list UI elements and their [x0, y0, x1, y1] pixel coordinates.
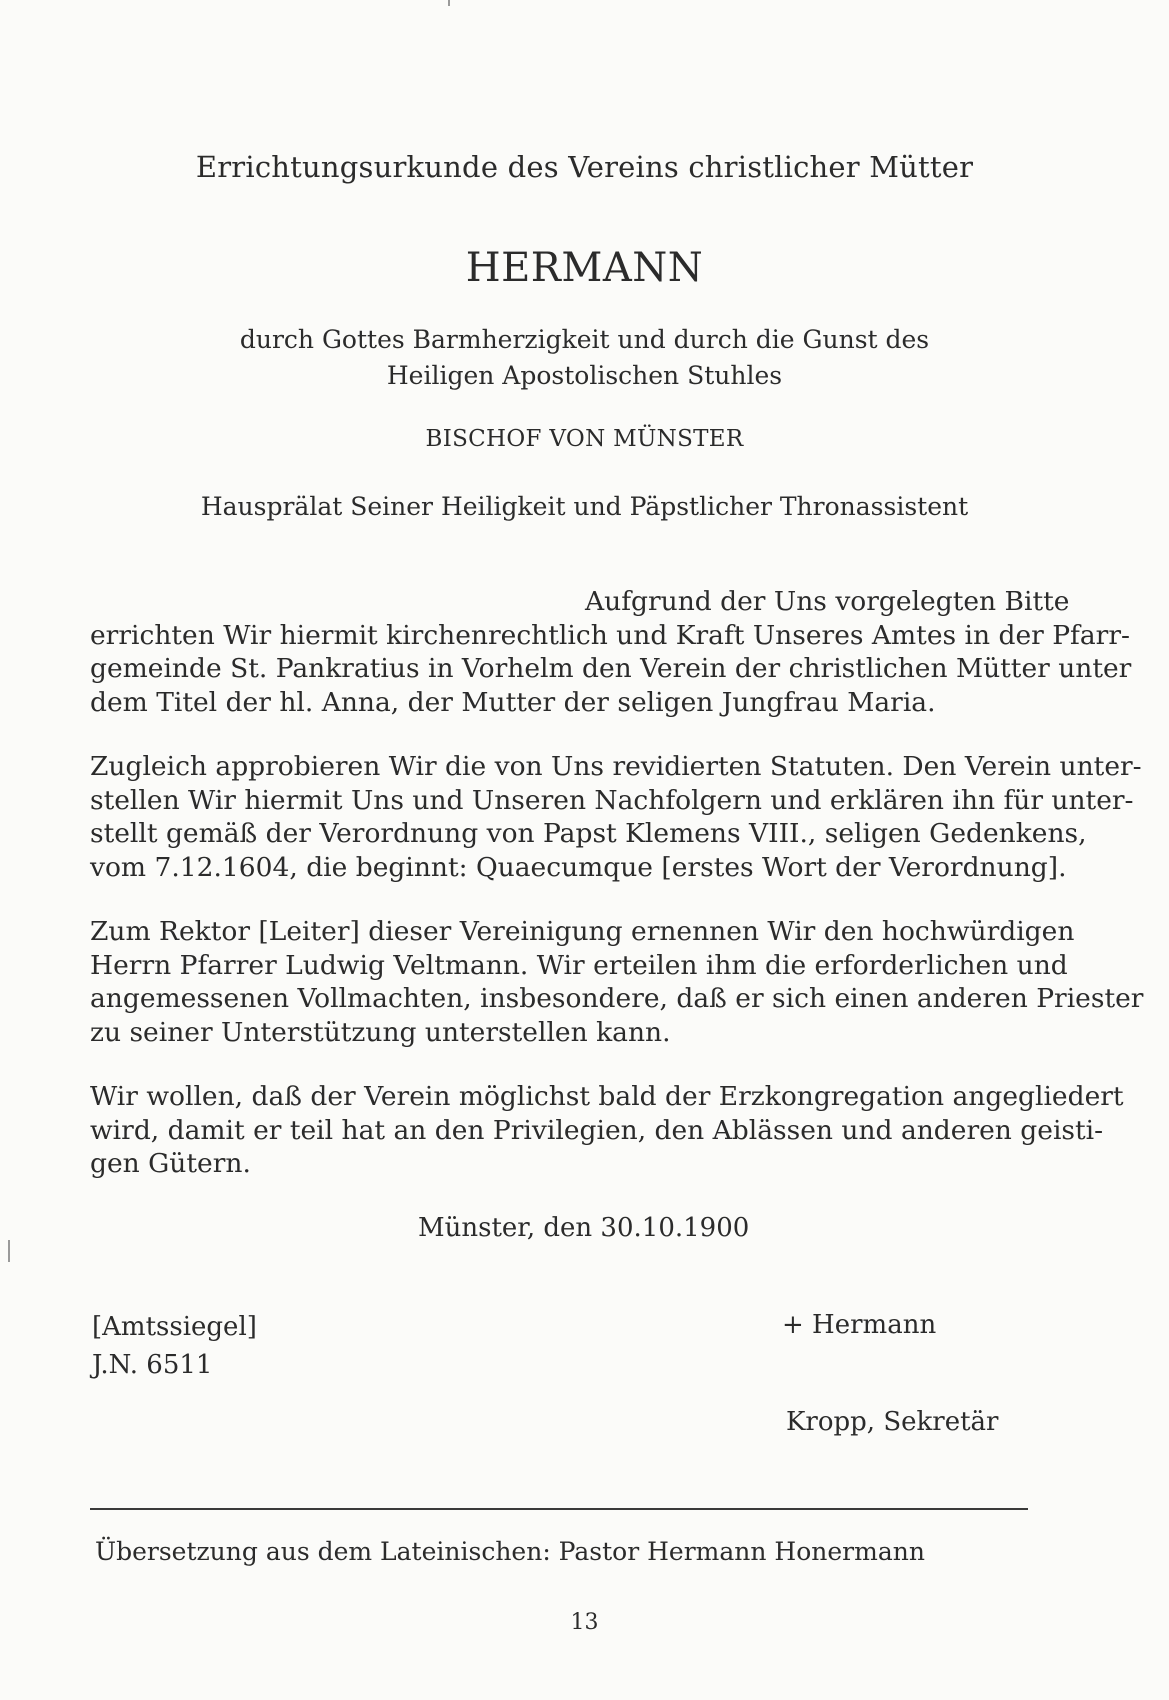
paragraph-line: Wir wollen, daß der Verein möglichst bald der Erzkongregation angegliedert — [90, 1081, 1124, 1112]
document-heading: Errichtungsurkunde des Vereins christlicher Mütter — [195, 150, 974, 184]
paragraph-line: Zum Rektor [Leiter] dieser Vereinigung ernennen Wir den hochwürdigen — [90, 916, 1075, 947]
paragraph-4 — [90, 1080, 1124, 1181]
paragraph-2 — [90, 750, 1142, 884]
paragraph-line: wird, damit er teil hat an den Privilegien, den Ablässen und anderen geisti- — [90, 1114, 1104, 1146]
paragraph-line: Aufgrund der Uns vorgelegten Bitte — [585, 586, 1070, 617]
paragraph-line: dem Titel der hl. Anna, der Mutter der seligen Jungfrau Maria. — [90, 686, 936, 718]
paragraph-line: Herrn Pfarrer Ludwig Veltmann. Wir erteilen ihm die erforderlichen und — [90, 949, 1068, 981]
scan-mark — [448, 0, 450, 6]
bishop-title: BISCHOF VON MÜNSTER — [425, 426, 744, 452]
footnote-divider — [90, 1508, 1028, 1510]
seal-note: [Amtssiegel] — [92, 1312, 257, 1342]
subtitle-line: Heiligen Apostolischen Stuhles — [386, 361, 783, 390]
bishop-name: HERMANN — [465, 245, 704, 291]
subtitle — [0, 322, 1169, 394]
paragraph-line: vom 7.12.1604, die beginnt: Quaecumque [erstes Wort der Verordnung]. — [90, 851, 1067, 883]
place-date: Münster, den 30.10.1900 — [418, 1213, 750, 1243]
journal-number: J.N. 6511 — [92, 1350, 213, 1380]
signature: + Hermann — [782, 1310, 937, 1340]
translation-footnote: Übersetzung aus dem Lateinischen: Pastor Hermann Honermann — [95, 1537, 925, 1566]
paragraph-line: Zugleich approbieren Wir die von Uns revidierten Statuten. Den Verein unter- — [90, 751, 1142, 782]
paragraph-line: stellen Wir hiermit Uns und Unseren Nachfolgern und erklären ihn für unter- — [90, 784, 1134, 816]
paragraph-line: angemessenen Vollmachten, insbesondere, daß er sich einen anderen Priester — [90, 983, 1144, 1014]
prelate-title: Hausprälat Seiner Heiligkeit und Päpstlicher Thronassistent — [200, 492, 969, 521]
paragraph-line: zu seiner Unterstützung unterstellen kann. — [90, 1016, 671, 1048]
secretary-signature: Kropp, Sekretär — [786, 1407, 999, 1437]
paragraph-line: gen Gütern. — [90, 1148, 251, 1179]
paragraph-line: stellt gemäß der Verordnung von Papst Klemens VIII., seligen Gedenkens, — [90, 818, 1087, 849]
paragraph-line: gemeinde St. Pankratius in Vorhelm den Verein der christlichen Mütter unter — [90, 653, 1132, 684]
subtitle-line: durch Gottes Barmherzigkeit und durch die Gunst des — [239, 325, 930, 354]
paragraph-1 — [90, 585, 1132, 719]
paragraph-3 — [90, 915, 1144, 1049]
paragraph-line: errichten Wir hiermit kirchenrechtlich und Kraft Unseres Amtes in der Pfarr- — [90, 619, 1130, 651]
scan-mark — [8, 1240, 10, 1262]
page-number: 13 — [570, 1610, 599, 1635]
